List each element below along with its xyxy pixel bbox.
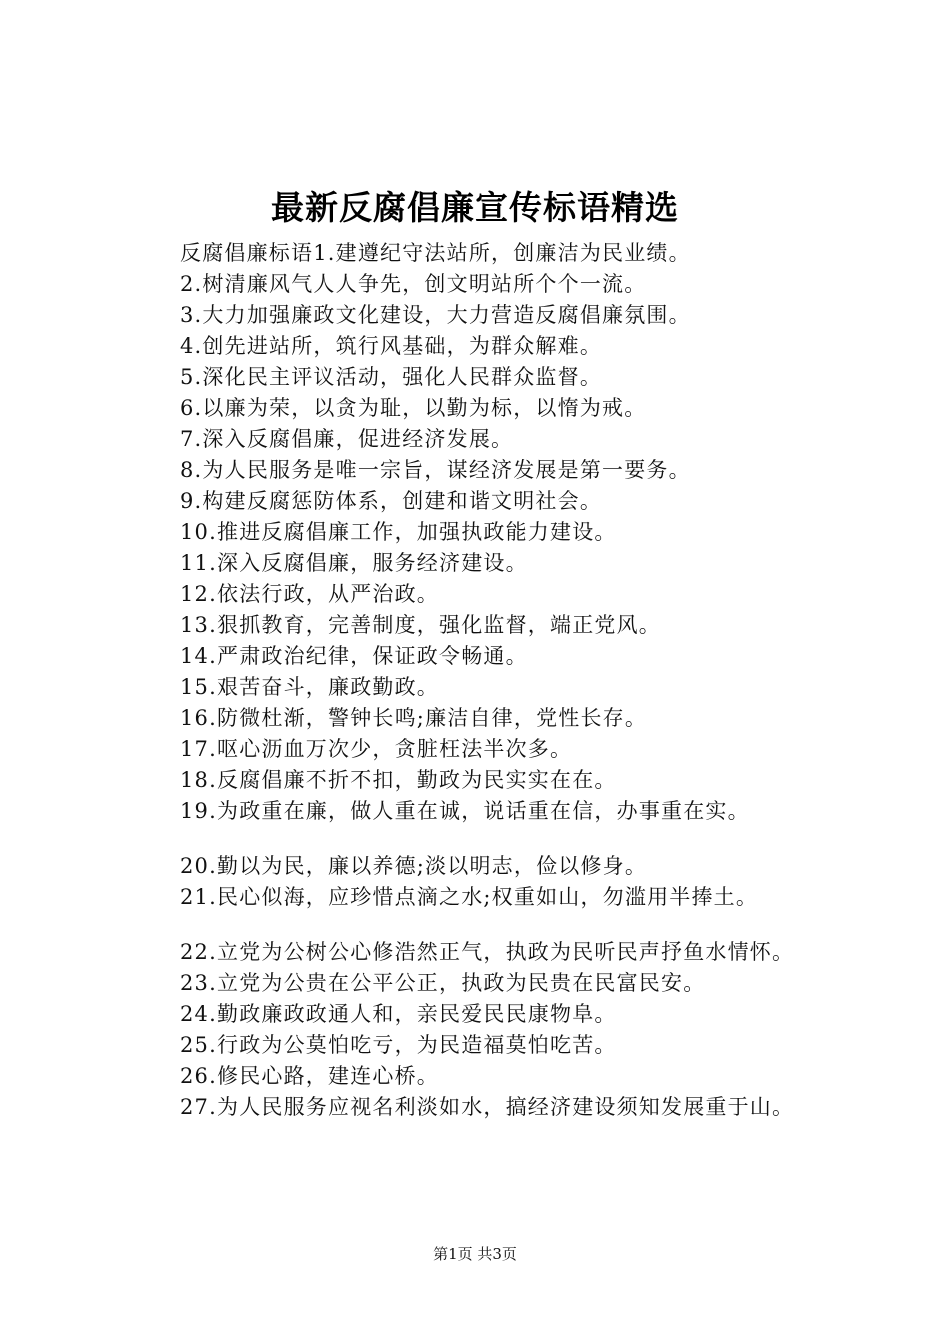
slogan-line-11: 11.深入反腐倡廉，服务经济建设。 [180,551,528,575]
slogan-line-7: 7.深入反腐倡廉，促进经济发展。 [180,427,514,451]
slogan-list [117,238,847,1123]
slogan-line-12: 12.依法行政，从严治政。 [180,582,439,606]
slogan-line-2: 2.树清廉风气人人争先，创文明站所个个一流。 [180,272,647,296]
slogan-line-19: 19.为政重在廉，做人重在诚，说话重在信，办事重在实。 [180,799,750,823]
slogan-line-16: 16.防微杜渐，警钟长鸣;廉洁自律，党性长存。 [180,706,648,730]
slogan-line-13: 13.狠抓教育，完善制度，强化监督，端正党风。 [180,613,661,637]
slogan-line-3: 3.大力加强廉政文化建设，大力营造反腐倡廉氛围。 [180,303,691,327]
slogan-line-23: 23.立党为公贵在公平公正，执政为民贵在民富民安。 [180,971,706,995]
slogan-line-27: 27.为人民服务应视名利淡如水，搞经济建设须知发展重于山。 [180,1095,795,1119]
slogan-line-15: 15.艰苦奋斗，廉政勤政。 [180,675,439,699]
slogan-line-20: 20.勤以为民，廉以养德;淡以明志，俭以修身。 [180,854,648,878]
document-title: 最新反腐倡廉宣传标语精选 [271,188,679,227]
slogan-line-22: 22.立党为公树公心修浩然正气，执政为民听民声抒鱼水情怀。 [180,940,795,964]
slogan-line-8: 8.为人民服务是唯一宗旨，谋经济发展是第一要务。 [180,458,691,482]
slogan-line-24: 24.勤政廉政政通人和，亲民爱民民康物阜。 [180,1002,617,1026]
slogan-line-14: 14.严肃政治纪律，保证政令畅通。 [180,644,528,668]
slogan-line-25: 25.行政为公莫怕吃亏，为民造福莫怕吃苦。 [180,1033,617,1057]
slogan-line-5: 5.深化民主评议活动，强化人民群众监督。 [180,365,603,389]
slogan-line-21: 21.民心似海，应珍惜点滴之水;权重如山，勿滥用半捧土。 [180,885,759,909]
slogan-line-9: 9.构建反腐惩防体系，创建和谐文明社会。 [180,489,603,513]
slogan-line-17: 17.呕心沥血万次少，贪脏枉法半次多。 [180,737,573,761]
slogan-line-1: 反腐倡廉标语1.建遵纪守法站所，创廉洁为民业绩。 [180,241,691,265]
page-footer: 第1页 共3页 [433,1245,517,1263]
slogan-line-10: 10.推进反腐倡廉工作，加强执政能力建设。 [180,520,617,544]
slogan-line-18: 18.反腐倡廉不折不扣，勤政为民实实在在。 [180,768,617,792]
slogan-line-26: 26.修民心路，建连心桥。 [180,1064,439,1088]
slogan-line-4: 4.创先进站所，筑行风基础，为群众解难。 [180,334,603,358]
slogan-line-6: 6.以廉为荣，以贪为耻，以勤为标，以惰为戒。 [180,396,647,420]
